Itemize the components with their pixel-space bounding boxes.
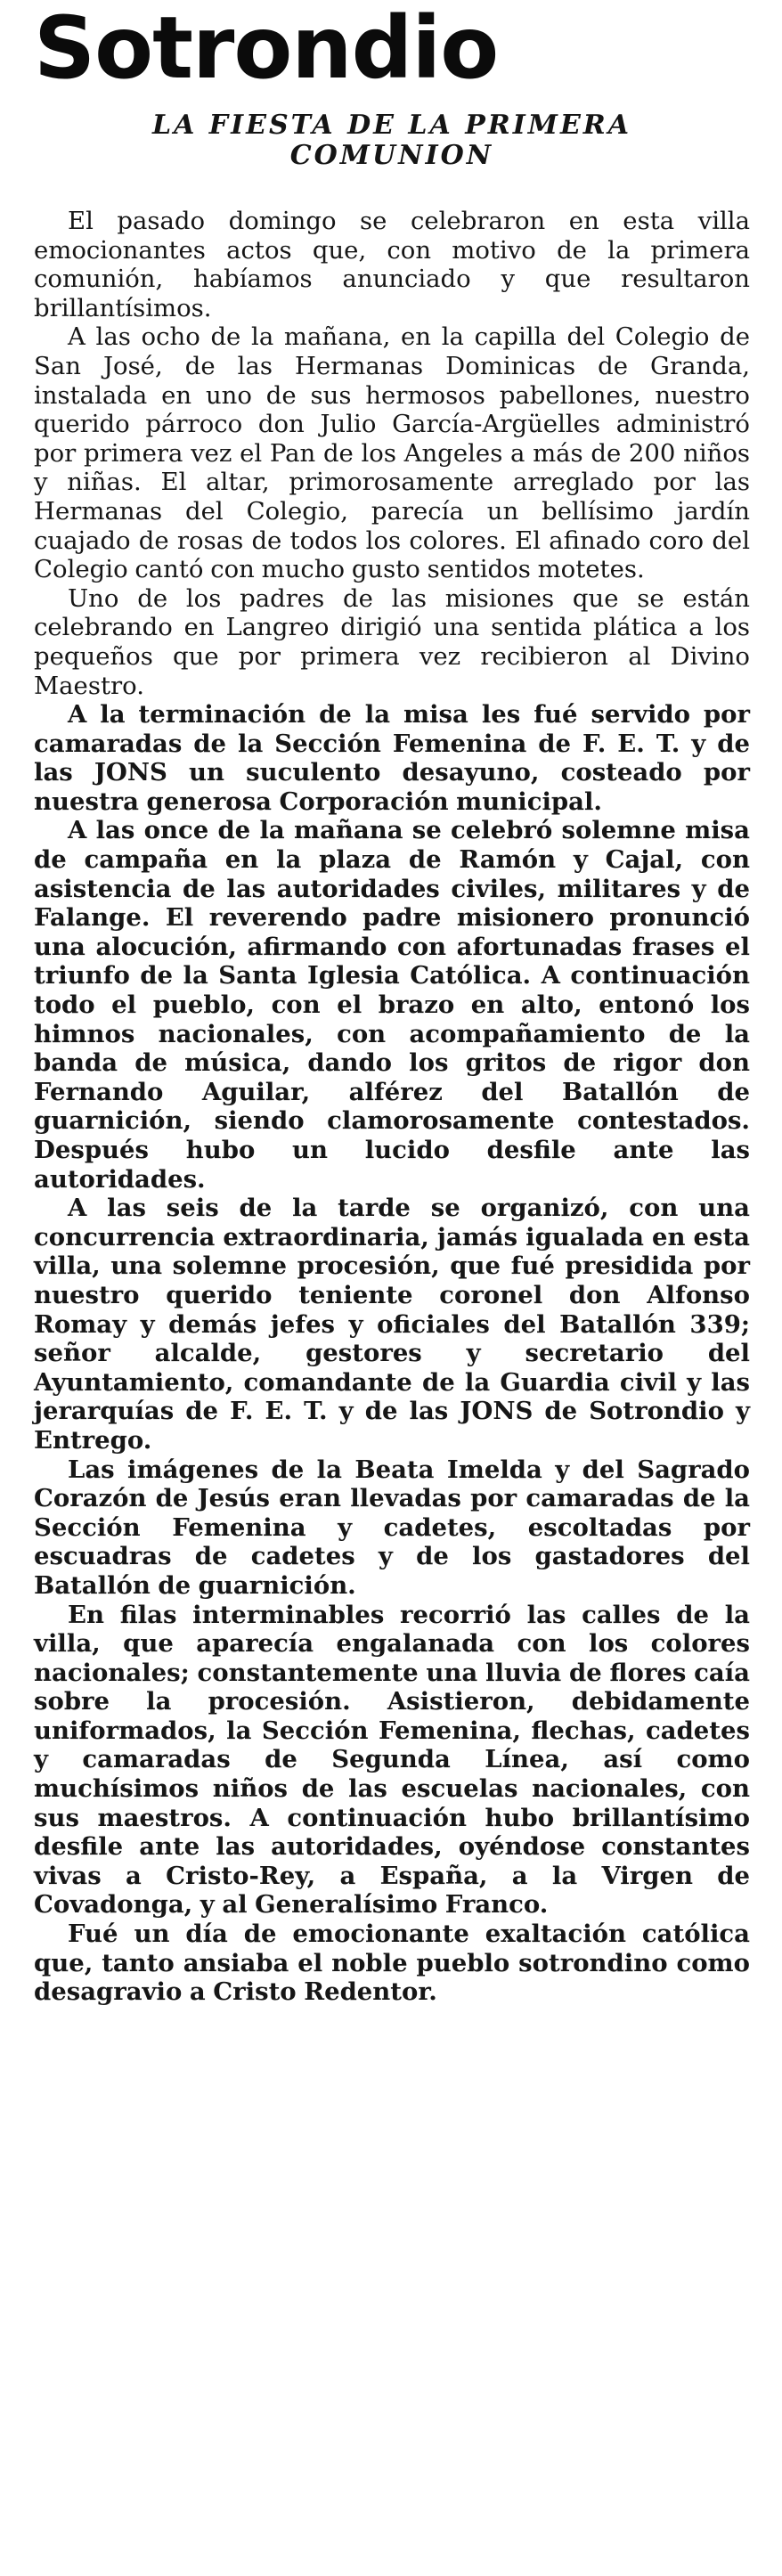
article-subtitle: LA FIESTA DE LA PRIMERA COMUNION	[151, 110, 632, 171]
article-title: Sotrondio	[34, 0, 499, 98]
article-paragraph: Fué un día de emocionante exaltación católica que, tanto ansiaba el noble pueblo sotrondino como desagravio a Cristo Redentor.	[34, 1920, 750, 2007]
article-paragraph: A la terminación de la misa les fué servido por camaradas de la Sección Femenina de F. E. T. y de las JONS un suculento desayuno, costeado por nuestra generosa Corporación municipal.	[34, 700, 750, 816]
article-body	[34, 207, 750, 2007]
article-paragraph: A las once de la mañana se celebró solemne misa de campaña en la plaza de Ramón y Cajal, con asistencia de las autoridades civiles, militares y de Falange. El reverendo padre misionero pronunció una alocución, afirmando con afortunadas frases el triunfo de la Santa Iglesia Católica. A continuación todo el pueblo, con el brazo en alto, entonó los himnos nacionales, con acompañamiento de la banda de música, dando los gritos de rigor don Fernando Aguilar, alférez del Batallón de guarnición, siendo clamorosamente contestados. Después hubo un lucido desfile ante las autoridades.	[34, 816, 750, 1194]
article-paragraph: En filas interminables recorrió las calles de la villa, que aparecía engalanada con los colores nacionales; constantemente una lluvia de flores caía sobre la procesión. Asistieron, debidamente uniformados, la Sección Femenina, flechas, cadetes y camaradas de Segunda Línea, así como muchísimos niños de las escuelas nacionales, con sus maestros. A continuación hubo brillantísimo desfile ante las autoridades, oyéndose constantes vivas a Cristo-Rey, a España, a la Virgen de Covadonga, y al Generalísimo Franco.	[34, 1600, 750, 1920]
article-paragraph: A las seis de la tarde se organizó, con una concurrencia extraordinaria, jamás igualada en esta villa, una solemne procesión, que fué presidida por nuestro querido teniente coronel don Alfonso Romay y demás jefes y oficiales del Batallón 339; señor alcalde, gestores y secretario del Ayuntamiento, comandante de la Guardia civil y las jerarquías de F. E. T. y de las JONS de Sotrondio y Entrego.	[34, 1194, 750, 1455]
article-paragraph: El pasado domingo se celebraron en esta villa emocionantes actos que, con motivo de la primera comunión, habíamos anunciado y que resultaron brillantísimos.	[34, 207, 750, 322]
article-paragraph: Las imágenes de la Beata Imelda y del Sagrado Corazón de Jesús eran llevadas por camaradas de la Sección Femenina y cadetes, escoltadas por escuadras de cadetes y de los gastadores del Batallón de guarnición.	[34, 1455, 750, 1600]
article-paragraph: Uno de los padres de las misiones que se están celebrando en Langreo dirigió una sentida plática a los pequeños que por primera vez recibieron al Divino Maestro.	[34, 583, 750, 700]
article-paragraph: A las ocho de la mañana, en la capilla del Colegio de San José, de las Hermanas Dominicas de Granda, instalada en uno de sus hermosos pabellones, nuestro querido párroco don Julio García-Argüelles administró por primera vez el Pan de los Angeles a más de 200 niños y niñas. El altar, primorosamente arreglado por las Hermanas del Colegio, parecía un bellísimo jardín cuajado de rosas de todos los colores. El afinado coro del Colegio cantó con mucho gusto sentidos motetes.	[34, 322, 750, 584]
